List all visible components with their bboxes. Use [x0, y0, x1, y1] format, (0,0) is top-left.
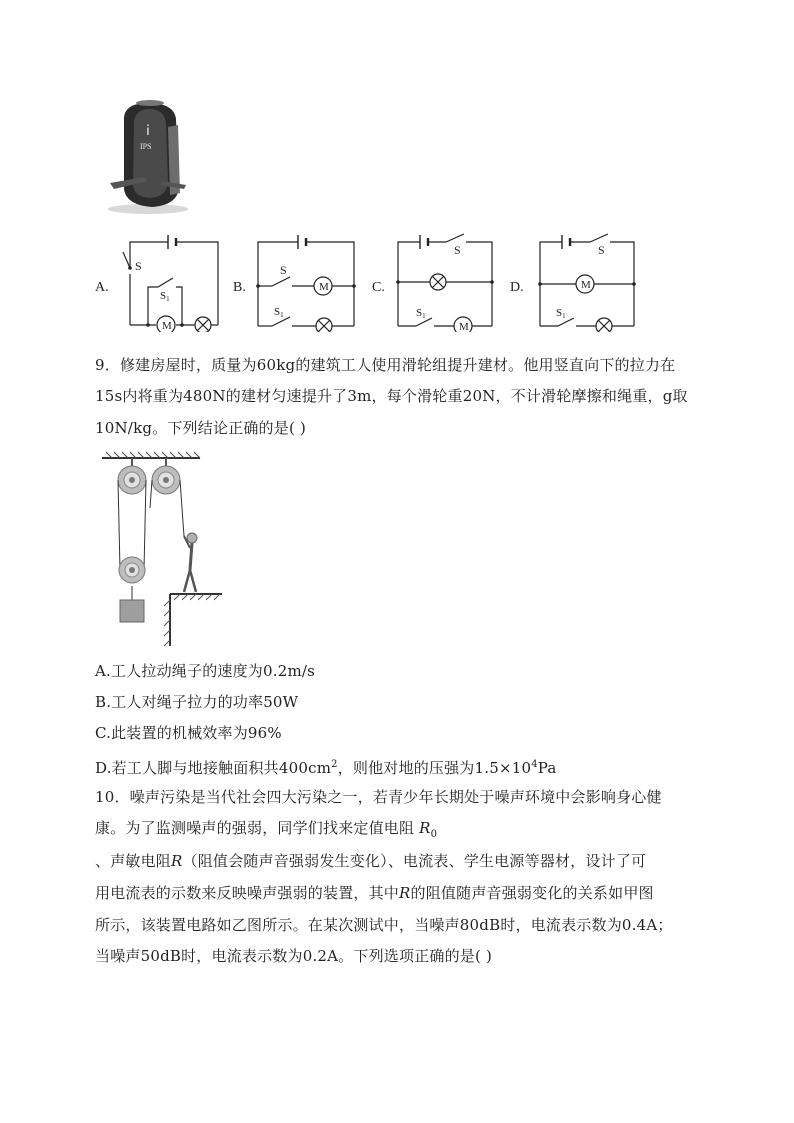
q10-line-4: [95, 883, 654, 903]
q10-line-6: 当噪声50dB时，电流表示数为0.2A。下列选项正确的是( ): [95, 947, 493, 965]
q10-resistor-r-symbol-2: R: [399, 884, 411, 902]
circuit-diagram-c: [392, 232, 498, 332]
q10-line-2: [95, 818, 437, 845]
pulley-system-figure: [100, 448, 226, 648]
switch-s1-label: S: [556, 307, 563, 319]
motor-label: M: [162, 320, 172, 332]
switch-s-label: S: [135, 259, 142, 273]
switch-s1-subscript: 1: [422, 312, 426, 320]
option-a-label: A.: [95, 280, 109, 295]
motor-label: M: [459, 321, 469, 332]
circuit-diagram-a: [118, 232, 224, 332]
q9-option-a: A.工人拉动绳子的速度为0.2m/s: [95, 662, 316, 680]
q10-line-1: 10．噪声污染是当代社会四大污染之一，若青少年长期处于噪声环境中会影响身心健: [95, 788, 662, 806]
q10-line-4-prefix: 用电流表的示数来反映噪声强弱的装置，其中: [95, 884, 400, 902]
q10-line-5: 所示，该装置电路如乙图所示。在某次测试中，当噪声80dB时，电流表示数为0.4A；: [95, 916, 673, 934]
switch-s-label: S: [454, 243, 461, 257]
switch-s1-label: S: [274, 306, 281, 318]
brand-logo-text: IPS: [140, 142, 152, 151]
q10-resistor-r0-symbol: R: [419, 819, 431, 837]
switch-s1-label: S: [160, 290, 167, 302]
q9-option-d: [95, 755, 557, 778]
q9-line-2: 15s内将重为480N的建材匀速提升了3m，每个滑轮重20N，不计滑轮摩擦和绳重，g取: [95, 387, 688, 405]
switch-s1-subscript: 1: [166, 295, 170, 303]
option-d-label: D.: [510, 280, 524, 295]
q10-line-4-suffix: 的阻值随声音强弱变化的关系如甲图: [410, 884, 654, 902]
q10-line-2-text: 康。为了监测噪声的强弱，同学们找来定值电阻: [95, 819, 415, 837]
svg-text:ⅰ: ⅰ: [146, 124, 150, 139]
svg-text:S1: [274, 306, 284, 319]
electric-unicycle-image: [104, 97, 194, 217]
q10-resistor-r-symbol: R: [171, 852, 183, 870]
q9-option-b: B.工人对绳子拉力的功率50W: [95, 693, 299, 711]
q9-option-d-mid: ，则他对地的压强为1.5×10: [337, 759, 532, 777]
q9-option-c: C.此装置的机械效率为96%: [95, 724, 282, 742]
q9-option-d-area-exponent: 2: [331, 759, 338, 770]
svg-text:S1: [556, 307, 566, 320]
q9-line-1: 9．修建房屋时，质量为60kg的建筑工人使用滑轮组提升建材。他用竖直向下的拉力在: [95, 356, 676, 374]
svg-text:S1: [416, 307, 426, 320]
motor-label: M: [319, 281, 329, 293]
q10-line-3: [95, 851, 646, 871]
svg-text:S1: [160, 290, 170, 303]
switch-s-label: S: [280, 263, 287, 277]
option-c-label: C.: [372, 280, 385, 295]
switch-s-label: S: [598, 243, 605, 257]
q9-line-3: 10N/kg。下列结论正确的是( ): [95, 419, 307, 437]
q9-option-d-prefix: D.若工人脚与地接触面积共400cm: [95, 759, 332, 777]
circuit-diagram-b: [254, 232, 360, 332]
circuit-diagram-d: [534, 232, 640, 332]
q9-option-d-pressure-exponent: 4: [531, 759, 538, 770]
switch-s1-label: S: [416, 307, 423, 319]
q10-resistor-r0-subscript: 0: [430, 829, 438, 840]
q9-option-d-unit: Pa: [537, 759, 557, 777]
option-b-label: B.: [233, 280, 246, 295]
q10-line-3-suffix: （阻值会随声音强弱发生变化）、电流表、学生电源等器材，设计了可: [182, 852, 647, 870]
motor-label: M: [581, 279, 591, 291]
switch-s1-subscript: 1: [562, 312, 566, 320]
q10-line-3-prefix: 、声敏电阻: [95, 852, 172, 870]
switch-s1-subscript: 1: [280, 311, 284, 319]
